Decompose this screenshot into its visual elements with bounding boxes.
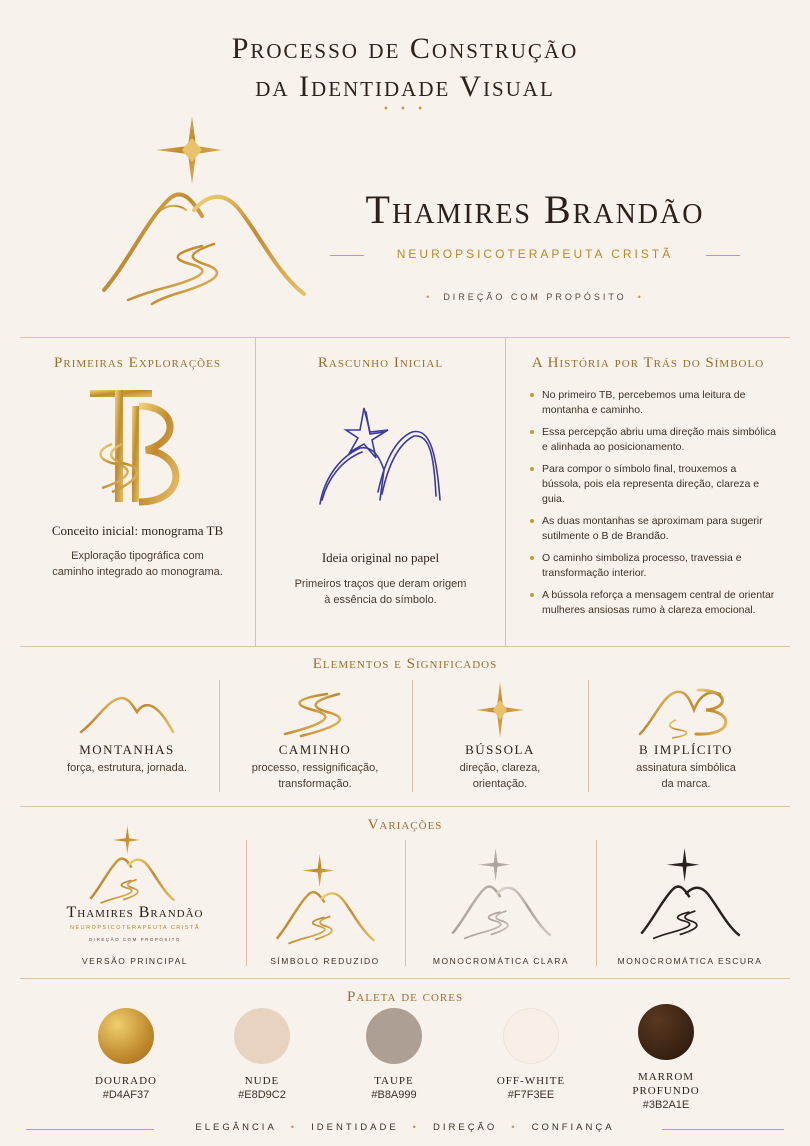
element-desc-line: direção, clareza, — [459, 762, 541, 774]
color-name: NUDE — [244, 1075, 280, 1087]
variation-brand-name: Thamires Brandão — [66, 904, 204, 921]
palette-item-marrom — [606, 1004, 726, 1112]
variation-mono-dark — [600, 842, 780, 970]
hero-logo-symbol — [98, 112, 308, 307]
element-card-path — [220, 676, 410, 802]
divider-line — [505, 337, 506, 647]
palette-title: Paleta de cores — [346, 989, 464, 1005]
divider-line — [20, 646, 790, 647]
palette-item-nude — [202, 1008, 322, 1102]
element-desc — [591, 760, 781, 792]
color-hex: #3B2A1E — [642, 1099, 690, 1111]
story-item: No primeiro TB, percebemos uma leitura de montanha e caminho. — [528, 388, 778, 418]
mountains-icon — [77, 680, 177, 740]
dot-ornament: • — [511, 1122, 518, 1133]
color-name: OFF-WHITE — [496, 1075, 566, 1087]
color-swatch — [638, 1004, 694, 1060]
color-swatch — [503, 1008, 559, 1064]
mountains-icon — [104, 194, 304, 294]
explorations-text — [20, 548, 255, 580]
footer-word: DIREÇÃO — [433, 1122, 498, 1133]
hand-sketch-drawing — [312, 400, 452, 510]
variation-label: VERSÃO PRINCIPAL — [81, 956, 189, 966]
color-hex: #F7F3EE — [507, 1089, 555, 1101]
story-item: As duas montanhas se aproximam para sugerir sutilmente o B de Brandão. — [528, 514, 778, 544]
sketch-title: Rascunho Inicial — [317, 355, 444, 371]
element-name: BÚSSOLA — [465, 742, 535, 757]
compass-star-icon — [450, 680, 550, 740]
dot-ornament: • — [290, 1122, 298, 1133]
element-desc-line: da marca. — [661, 778, 711, 790]
page-title-line2: da Identidade Visual — [255, 70, 555, 103]
sketch-text — [256, 576, 505, 608]
element-desc-line: transformação. — [278, 778, 352, 790]
variations-title: Variações — [367, 817, 443, 833]
story-list — [528, 388, 778, 625]
element-desc-line: força, estrutura, jornada. — [67, 762, 187, 774]
brand-name: Thamires Brandão — [365, 187, 705, 232]
brand-subtitle: NEUROPSICOTERAPEUTA CRISTÃ — [396, 247, 674, 261]
dot-ornament: • — [412, 1122, 419, 1133]
logo-symbol-gold — [82, 824, 182, 906]
variation-label: MONOCROMÁTICA ESCURA — [617, 956, 763, 966]
explorations-title: Primeiras Explorações — [54, 355, 221, 371]
palette-item-taupe — [334, 1008, 454, 1102]
elements-title: Elementos e Significados — [312, 656, 498, 672]
logo-symbol-dark — [630, 846, 750, 942]
color-name — [606, 1070, 726, 1098]
element-name: MONTANHAS — [79, 742, 175, 757]
path-road-icon — [128, 244, 217, 304]
divider-line — [246, 840, 247, 966]
palette-item-dourado — [66, 1008, 186, 1102]
logo-symbol-gold — [270, 852, 380, 947]
variation-label: MONOCROMÁTICA CLARA — [432, 956, 570, 966]
element-card-compass — [405, 676, 595, 802]
element-card-implicit-b — [591, 676, 781, 802]
element-card-mountains — [32, 676, 222, 802]
dot-ornament: • — [637, 292, 644, 302]
variation-reduced — [250, 842, 400, 970]
page-title — [0, 30, 810, 106]
dot-ornament: • — [426, 292, 433, 302]
variation-mono-light — [412, 842, 590, 970]
footer-word: IDENTIDADE — [311, 1122, 399, 1133]
story-item: O caminho simboliza processo, travessia e transformação interior. — [528, 551, 778, 581]
story-item: Essa percepção abriu uma direção mais simbólica e alinhada ao posicionamento. — [528, 425, 778, 455]
divider-line — [405, 840, 406, 966]
color-hex: #D4AF37 — [102, 1089, 150, 1101]
brand-subtitle-row — [330, 246, 740, 266]
explorations-text-line: caminho integrado ao monograma. — [52, 566, 223, 578]
divider-line — [662, 1129, 784, 1130]
path-road-icon — [265, 680, 365, 740]
logo-symbol-light — [444, 846, 558, 942]
divider-line — [20, 978, 790, 979]
color-swatch — [366, 1008, 422, 1064]
color-name-line: MARROM — [637, 1071, 695, 1083]
explorations-text-line: Exploração tipográfica com — [71, 550, 204, 562]
element-desc-line: processo, ressignificação, — [251, 762, 379, 774]
divider-line — [596, 840, 597, 966]
divider-line — [20, 337, 790, 338]
footer-word: CONFIANÇA — [531, 1122, 615, 1133]
color-hex: #E8D9C2 — [238, 1089, 286, 1101]
color-name: TAUPE — [374, 1075, 414, 1087]
footer-word: ELEGÂNCIA — [195, 1122, 277, 1133]
brand-tagline — [300, 292, 770, 302]
color-name-line: PROFUNDO — [632, 1085, 700, 1097]
element-desc-line: assinatura simbólica — [636, 762, 736, 774]
palette-item-off-white — [471, 1008, 591, 1102]
element-desc — [32, 760, 222, 776]
element-desc — [405, 760, 595, 792]
variation-main — [30, 842, 240, 970]
explorations-caption: Conceito inicial: monograma TB — [51, 523, 224, 538]
story-item: Para compor o símbolo final, trouxemos a bússola, pois ela representa direção, clareza e guia. — [528, 462, 778, 507]
sketch-text-line: à essência do símbolo. — [324, 594, 437, 606]
divider-line — [20, 806, 790, 807]
story-title: A História por Trás do Símbolo — [531, 355, 765, 371]
color-swatch — [98, 1008, 154, 1064]
element-name: B IMPLÍCITO — [639, 742, 733, 757]
divider-line — [706, 255, 740, 256]
sketch-caption: Ideia original no papel — [321, 550, 440, 565]
element-desc-line: orientação. — [472, 778, 528, 790]
footer-values — [0, 1122, 810, 1133]
element-name: CAMINHO — [278, 742, 352, 757]
page-title-line1: Processo de Construção — [231, 32, 579, 65]
variation-brand-tagline: DIREÇÃO COM PROPÓSITO — [89, 937, 181, 942]
tb-monogram-logo — [82, 384, 192, 506]
color-swatch — [234, 1008, 290, 1064]
variation-brand-subtitle: NEUROPSICOTERAPEUTA CRISTÃ — [70, 925, 200, 931]
color-name: DOURADO — [95, 1075, 157, 1087]
story-item: A bússola reforça a mensagem central de orientar mulheres ansiosas rumo à clareza emocional. — [528, 588, 778, 618]
implicit-b-icon — [636, 680, 736, 740]
title-ornament-dots: • • • — [382, 104, 428, 115]
element-desc — [220, 760, 410, 792]
footer — [0, 1122, 810, 1138]
brand-tagline-text: DIREÇÃO COM PROPÓSITO — [443, 292, 627, 302]
variation-label: SÍMBOLO REDUZIDO — [270, 956, 380, 966]
sketch-text-line: Primeiros traços que deram origem — [294, 578, 467, 590]
color-hex: #B8A999 — [371, 1089, 417, 1101]
compass-star-icon — [156, 116, 222, 184]
